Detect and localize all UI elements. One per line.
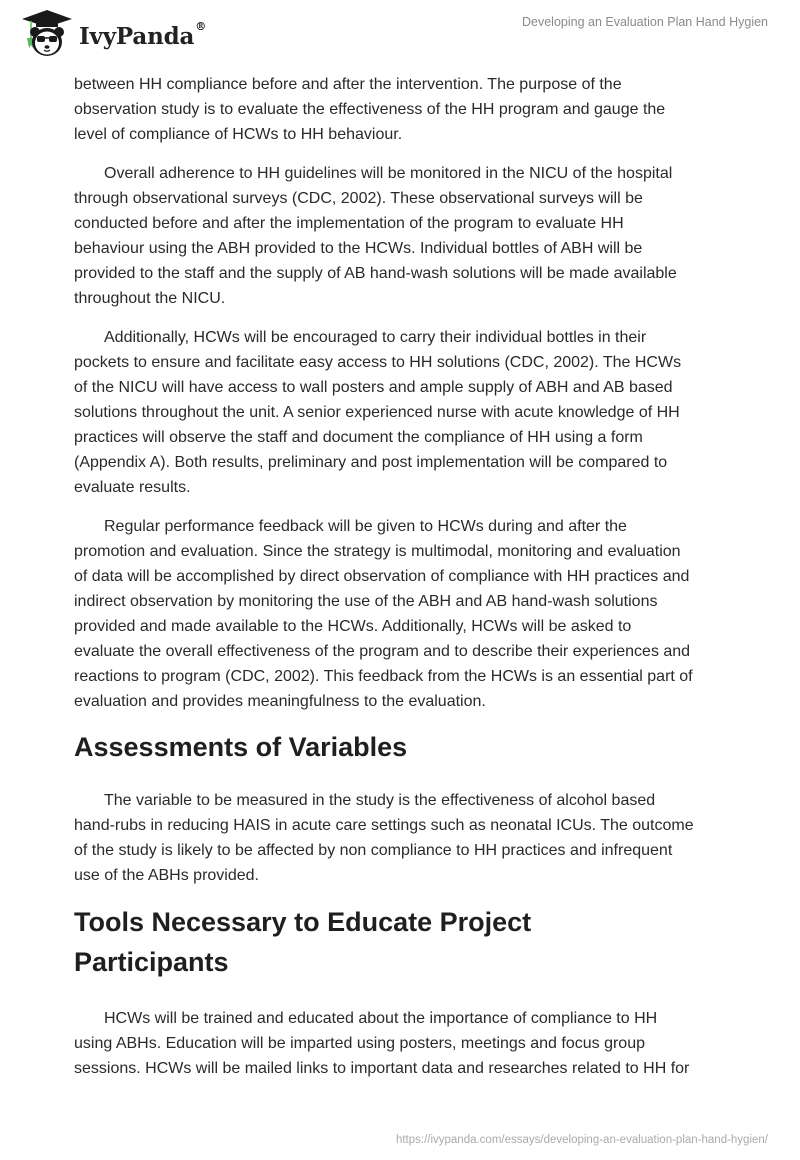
ivypanda-logo[interactable] (18, 8, 206, 58)
registered-mark: ® (195, 19, 206, 33)
text-line: The variable to be measured in the study is the effectiveness of alcohol based (104, 792, 656, 809)
source-url[interactable]: https://ivypanda.com/essays/developing-an-evaluation-plan-hand-hygien/ (395, 1134, 768, 1146)
paragraph-intro-continuation (74, 72, 734, 147)
paragraph-access (74, 325, 734, 500)
text-line: use of the ABHs provided. (74, 867, 259, 884)
text-line: (Appendix A). Both results, preliminary and post implementation will be compared to (74, 454, 668, 471)
text-line: provided and made available to the HCWs. Additionally, HCWs will be asked to (74, 618, 632, 635)
text-line: of data will be accomplished by direct observation of compliance with HH practices and (74, 568, 690, 585)
text-line: evaluate results. (74, 479, 191, 496)
text-line: indirect observation by monitoring the use of the ABH and AB hand-wash solutions (74, 593, 658, 610)
text-line: Additionally, HCWs will be encouraged to carry their individual bottles in their (104, 329, 647, 346)
text-line: practices will observe the staff and document the compliance of HH using a form (74, 429, 643, 446)
text-line: behaviour using the ABH provided to the HCWs. Individual bottles of ABH will be (74, 240, 643, 257)
text-line: HCWs will be trained and educated about the importance of compliance to HH (104, 1010, 658, 1027)
heading-tools-to-educate (74, 902, 734, 982)
text-line: Overall adherence to HH guidelines will be monitored in the NICU of the hospital (104, 165, 673, 182)
text-line: throughout the NICU. (74, 290, 226, 307)
text-line: through observational surveys (CDC, 2002). These observational surveys will be (74, 190, 643, 207)
page-header (0, 0, 800, 62)
text-line: sessions. HCWs will be mailed links to important data and researches related to HH for (74, 1060, 690, 1077)
text-line: evaluation and provides meaningfulness to the evaluation. (74, 693, 486, 710)
text-line: promotion and evaluation. Since the strategy is multimodal, monitoring and evaluation (74, 543, 681, 560)
text-line: solutions throughout the unit. A senior experienced nurse with acute knowledge of HH (74, 404, 680, 421)
paragraph-education (74, 1006, 734, 1081)
text-line: evaluate the overall effectiveness of the program and to describe their experiences and (74, 643, 691, 660)
text-line: between HH compliance before and after the intervention. The purpose of the (74, 76, 622, 93)
paragraph-feedback (74, 514, 734, 714)
text-line: conducted before and after the implementation of the program to evaluate HH (74, 215, 624, 232)
text-line: pockets to ensure and facilitate easy access to HH solutions (CDC, 2002). The HCWs (74, 354, 682, 371)
text-line: of the NICU will have access to wall posters and ample supply of ABH and AB based (74, 379, 673, 396)
text-line: hand-rubs in reducing HAIS in acute care settings such as neonatal ICUs. The outcome (74, 817, 694, 834)
brand-name: IvyPanda® (79, 19, 206, 50)
panda-graduate-icon (18, 8, 76, 58)
text-line: observation study is to evaluate the effectiveness of the HH program and gauge the (74, 101, 666, 118)
document-title: Developing an Evaluation Plan Hand Hygien (522, 15, 768, 29)
text-line: Regular performance feedback will be given to HCWs during and after the (104, 518, 627, 535)
text-line: level of compliance of HCWs to HH behaviour. (74, 126, 403, 143)
text-line: using ABHs. Education will be imparted using posters, meetings and focus group (74, 1035, 645, 1052)
text-line: reactions to program (CDC, 2002). This feedback from the HCWs is an essential part of (74, 668, 693, 685)
paragraph-variables (74, 788, 734, 888)
essay-content (74, 72, 734, 1095)
heading-line: Participants (74, 947, 229, 977)
heading-assessments-of-variables: Assessments of Variables (74, 732, 408, 762)
text-line: of the study is likely to be affected by non compliance to HH practices and infrequent (74, 842, 673, 859)
heading-line: Tools Necessary to Educate Project (74, 907, 532, 937)
paragraph-adherence (74, 161, 734, 311)
text-line: provided to the staff and the supply of AB hand-wash solutions will be made available (74, 265, 677, 282)
